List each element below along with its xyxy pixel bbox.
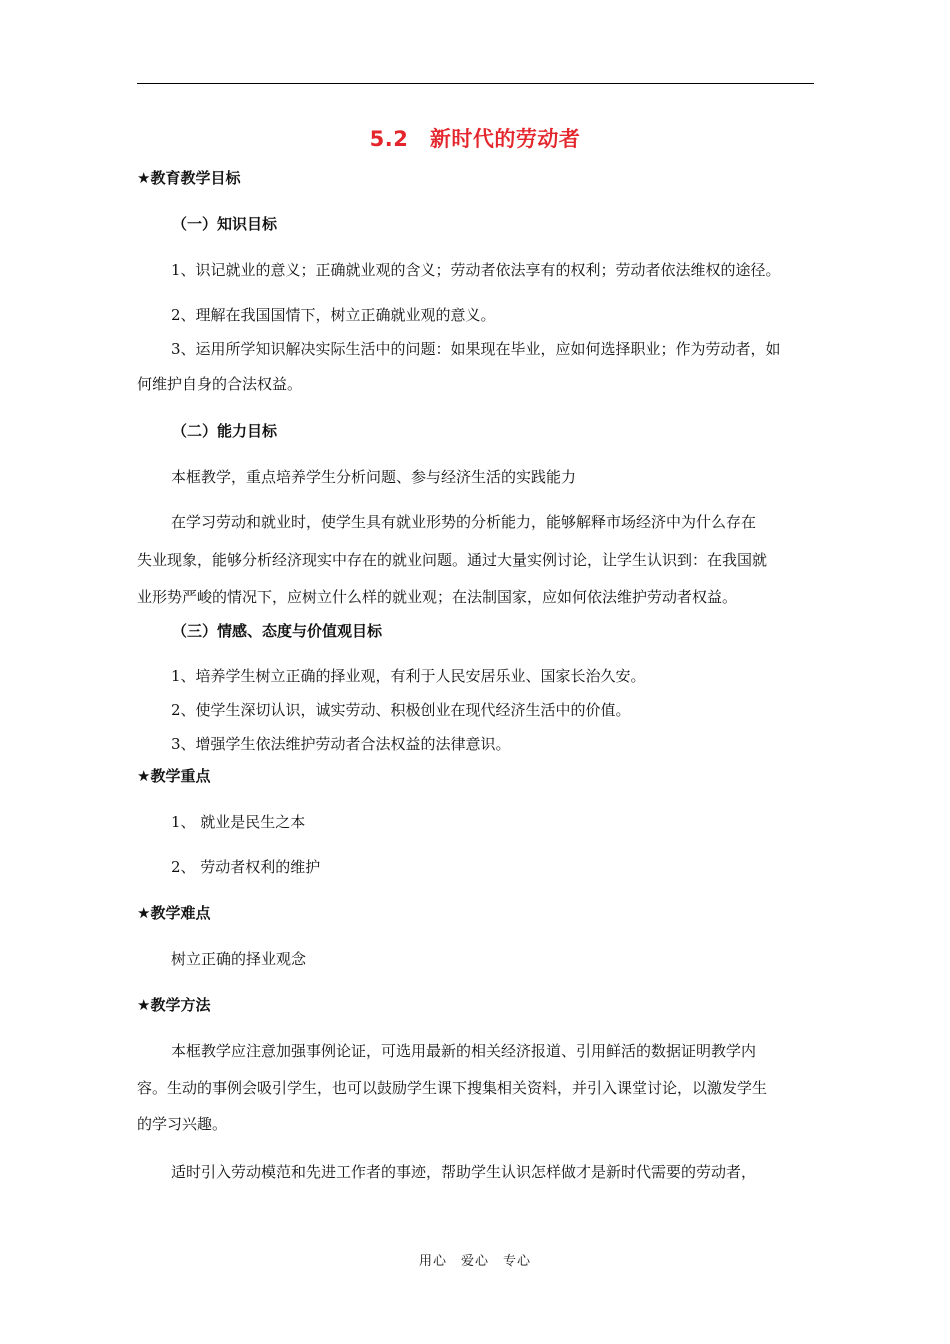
knowledge-item-1: 1、识记就业的意义；正确就业观的含义；劳动者依法享有的权利；劳动者依法维权的途径。 [171,261,781,279]
method-paragraph-1-cont-2: 的学习兴趣。 [137,1115,228,1133]
ability-paragraph-2-cont-2: 业形势严峻的情况下，应树立什么样的就业观；在法制国家，应如何依法维护劳动者权益。 [137,588,738,606]
difficult-heading: ★教学难点 [137,904,211,922]
ability-paragraph-1: 本框教学，重点培养学生分析问题、参与经济生活的实践能力 [171,468,577,486]
difficult-item-1: 树立正确的择业观念 [171,950,307,968]
method-heading: ★教学方法 [137,996,211,1014]
ability-paragraph-2-cont-1: 失业现象，能够分析经济现实中存在的就业问题。通过大量实例讨论，让学生认识到：在我国就 [137,551,768,569]
goals-heading: ★教育教学目标 [137,169,241,187]
emotion-item-1: 1、培养学生树立正确的择业观，有利于人民安居乐业、国家长治久安。 [171,667,646,685]
page-title: 5.2 新时代的劳动者 [369,127,581,151]
emotion-item-3: 3、增强学生依法维护劳动者合法权益的法律意识。 [171,735,511,753]
method-paragraph-1: 本框教学应注意加强事例论证，可选用最新的相关经济报道、引用鲜活的数据证明教学内 [171,1042,757,1060]
ability-heading: （二）能力目标 [172,422,278,440]
knowledge-item-3-cont: 何维护自身的合法权益。 [137,375,303,393]
emotion-heading: （三）情感、态度与价值观目标 [172,622,383,640]
key-heading: ★教学重点 [137,767,211,785]
emotion-item-2: 2、使学生深切认识，诚实劳动、积极创业在现代经济生活中的价值。 [171,701,631,719]
method-paragraph-1-cont-1: 容。生动的事例会吸引学生，也可以鼓励学生课下搜集相关资料，并引入课堂讨论，以激发学生 [137,1079,768,1097]
header-rule [137,83,814,84]
knowledge-item-3: 3、运用所学知识解决实际生活中的问题：如果现在毕业，应如何选择职业；作为劳动者，如 [171,340,781,358]
knowledge-heading: （一）知识目标 [172,215,278,233]
page-footer: 用心 爱心 专心 [418,1254,531,1269]
method-paragraph-2: 适时引入劳动模范和先进工作者的事迹，帮助学生认识怎样做才是新时代需要的劳动者， [171,1163,757,1181]
key-item-2: 2、 劳动者权利的维护 [171,858,321,876]
knowledge-item-2: 2、理解在我国国情下，树立正确就业观的意义。 [171,306,496,324]
key-item-1: 1、 就业是民生之本 [171,813,306,831]
ability-paragraph-2: 在学习劳动和就业时，使学生具有就业形势的分析能力，能够解释市场经济中为什么存在 [171,513,757,531]
